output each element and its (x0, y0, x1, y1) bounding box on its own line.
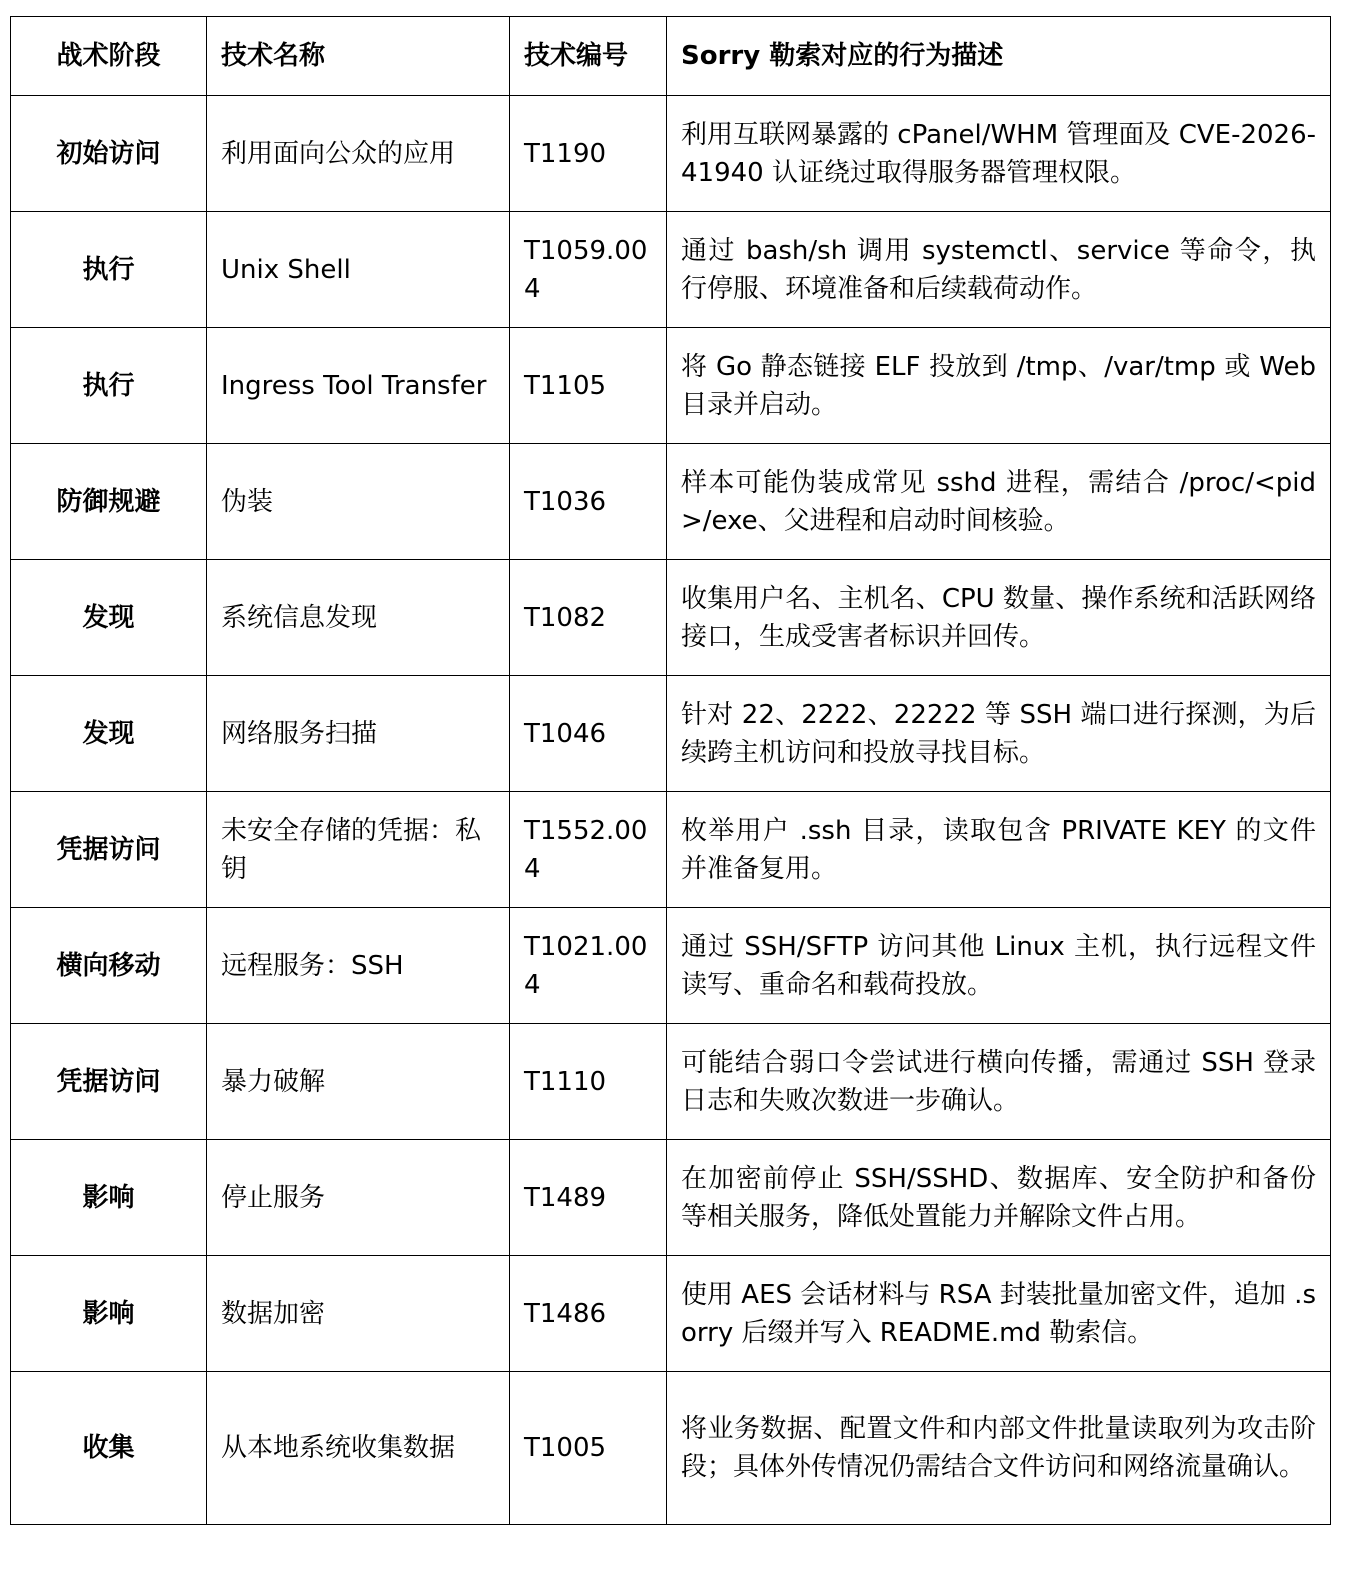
attack-technique-table-container (10, 16, 1330, 1525)
cell-technique-id: T1552.004 (510, 792, 667, 908)
cell-technique-id: T1059.004 (510, 212, 667, 328)
cell-technique-id: T1005 (510, 1372, 667, 1525)
cell-technique-name: 从本地系统收集数据 (207, 1372, 510, 1525)
cell-technique-name: 系统信息发现 (207, 560, 510, 676)
cell-tactic-phase: 执行 (11, 212, 207, 328)
cell-behavior-description: 收集用户名、主机名、CPU 数量、操作系统和活跃网络接口，生成受害者标识并回传。 (667, 560, 1331, 676)
cell-technique-name: 数据加密 (207, 1256, 510, 1372)
cell-technique-id: T1021.004 (510, 908, 667, 1024)
table-row (11, 1024, 1331, 1140)
table-row (11, 1140, 1331, 1256)
cell-technique-name: 未安全存储的凭据：私钥 (207, 792, 510, 908)
cell-technique-name: 远程服务：SSH (207, 908, 510, 1024)
cell-tactic-phase: 防御规避 (11, 444, 207, 560)
cell-tactic-phase: 初始访问 (11, 96, 207, 212)
header-behavior-description: Sorry 勒索对应的行为描述 (667, 17, 1331, 96)
table-row (11, 676, 1331, 792)
cell-tactic-phase: 凭据访问 (11, 792, 207, 908)
cell-technique-id: T1036 (510, 444, 667, 560)
cell-technique-name: Ingress Tool Transfer (207, 328, 510, 444)
header-technique-id: 技术编号 (510, 17, 667, 96)
cell-behavior-description: 可能结合弱口令尝试进行横向传播，需通过 SSH 登录日志和失败次数进一步确认。 (667, 1024, 1331, 1140)
cell-behavior-description: 枚举用户 .ssh 目录，读取包含 PRIVATE KEY 的文件并准备复用。 (667, 792, 1331, 908)
table-header-row (11, 17, 1331, 96)
attack-technique-table (10, 16, 1331, 1525)
cell-technique-name: 伪装 (207, 444, 510, 560)
cell-tactic-phase: 收集 (11, 1372, 207, 1525)
table-row (11, 1256, 1331, 1372)
cell-technique-id: T1082 (510, 560, 667, 676)
cell-tactic-phase: 发现 (11, 676, 207, 792)
cell-tactic-phase: 影响 (11, 1256, 207, 1372)
header-tactic-phase: 战术阶段 (11, 17, 207, 96)
table-row (11, 444, 1331, 560)
cell-technique-name: 网络服务扫描 (207, 676, 510, 792)
cell-technique-id: T1489 (510, 1140, 667, 1256)
cell-technique-name: 利用面向公众的应用 (207, 96, 510, 212)
table-row (11, 96, 1331, 212)
cell-behavior-description: 通过 SSH/SFTP 访问其他 Linux 主机，执行远程文件读写、重命名和载荷投放。 (667, 908, 1331, 1024)
cell-behavior-description: 通过 bash/sh 调用 systemctl、service 等命令，执行停服、环境准备和后续载荷动作。 (667, 212, 1331, 328)
cell-behavior-description: 将 Go 静态链接 ELF 投放到 /tmp、/var/tmp 或 Web 目录并启动。 (667, 328, 1331, 444)
cell-technique-id: T1486 (510, 1256, 667, 1372)
cell-tactic-phase: 横向移动 (11, 908, 207, 1024)
cell-behavior-description: 样本可能伪装成常见 sshd 进程，需结合 /proc/<pid>/exe、父进程和启动时间核验。 (667, 444, 1331, 560)
header-technique-name: 技术名称 (207, 17, 510, 96)
table-row (11, 908, 1331, 1024)
cell-tactic-phase: 执行 (11, 328, 207, 444)
table-row (11, 792, 1331, 908)
cell-behavior-description: 使用 AES 会话材料与 RSA 封装批量加密文件，追加 .sorry 后缀并写入 README.md 勒索信。 (667, 1256, 1331, 1372)
cell-technique-name: 停止服务 (207, 1140, 510, 1256)
cell-technique-id: T1110 (510, 1024, 667, 1140)
cell-behavior-description: 利用互联网暴露的 cPanel/WHM 管理面及 CVE-2026-41940 认证绕过取得服务器管理权限。 (667, 96, 1331, 212)
cell-tactic-phase: 影响 (11, 1140, 207, 1256)
cell-tactic-phase: 发现 (11, 560, 207, 676)
cell-behavior-description: 在加密前停止 SSH/SSHD、数据库、安全防护和备份等相关服务，降低处置能力并解除文件占用。 (667, 1140, 1331, 1256)
cell-behavior-description: 将业务数据、配置文件和内部文件批量读取列为攻击阶段；具体外传情况仍需结合文件访问和网络流量确认。 (667, 1372, 1331, 1525)
cell-tactic-phase: 凭据访问 (11, 1024, 207, 1140)
cell-technique-id: T1046 (510, 676, 667, 792)
table-row (11, 560, 1331, 676)
cell-technique-name: 暴力破解 (207, 1024, 510, 1140)
cell-behavior-description: 针对 22、2222、22222 等 SSH 端口进行探测，为后续跨主机访问和投放寻找目标。 (667, 676, 1331, 792)
cell-technique-name: Unix Shell (207, 212, 510, 328)
table-row (11, 212, 1331, 328)
table-row (11, 328, 1331, 444)
cell-technique-id: T1105 (510, 328, 667, 444)
cell-technique-id: T1190 (510, 96, 667, 212)
table-row (11, 1372, 1331, 1525)
